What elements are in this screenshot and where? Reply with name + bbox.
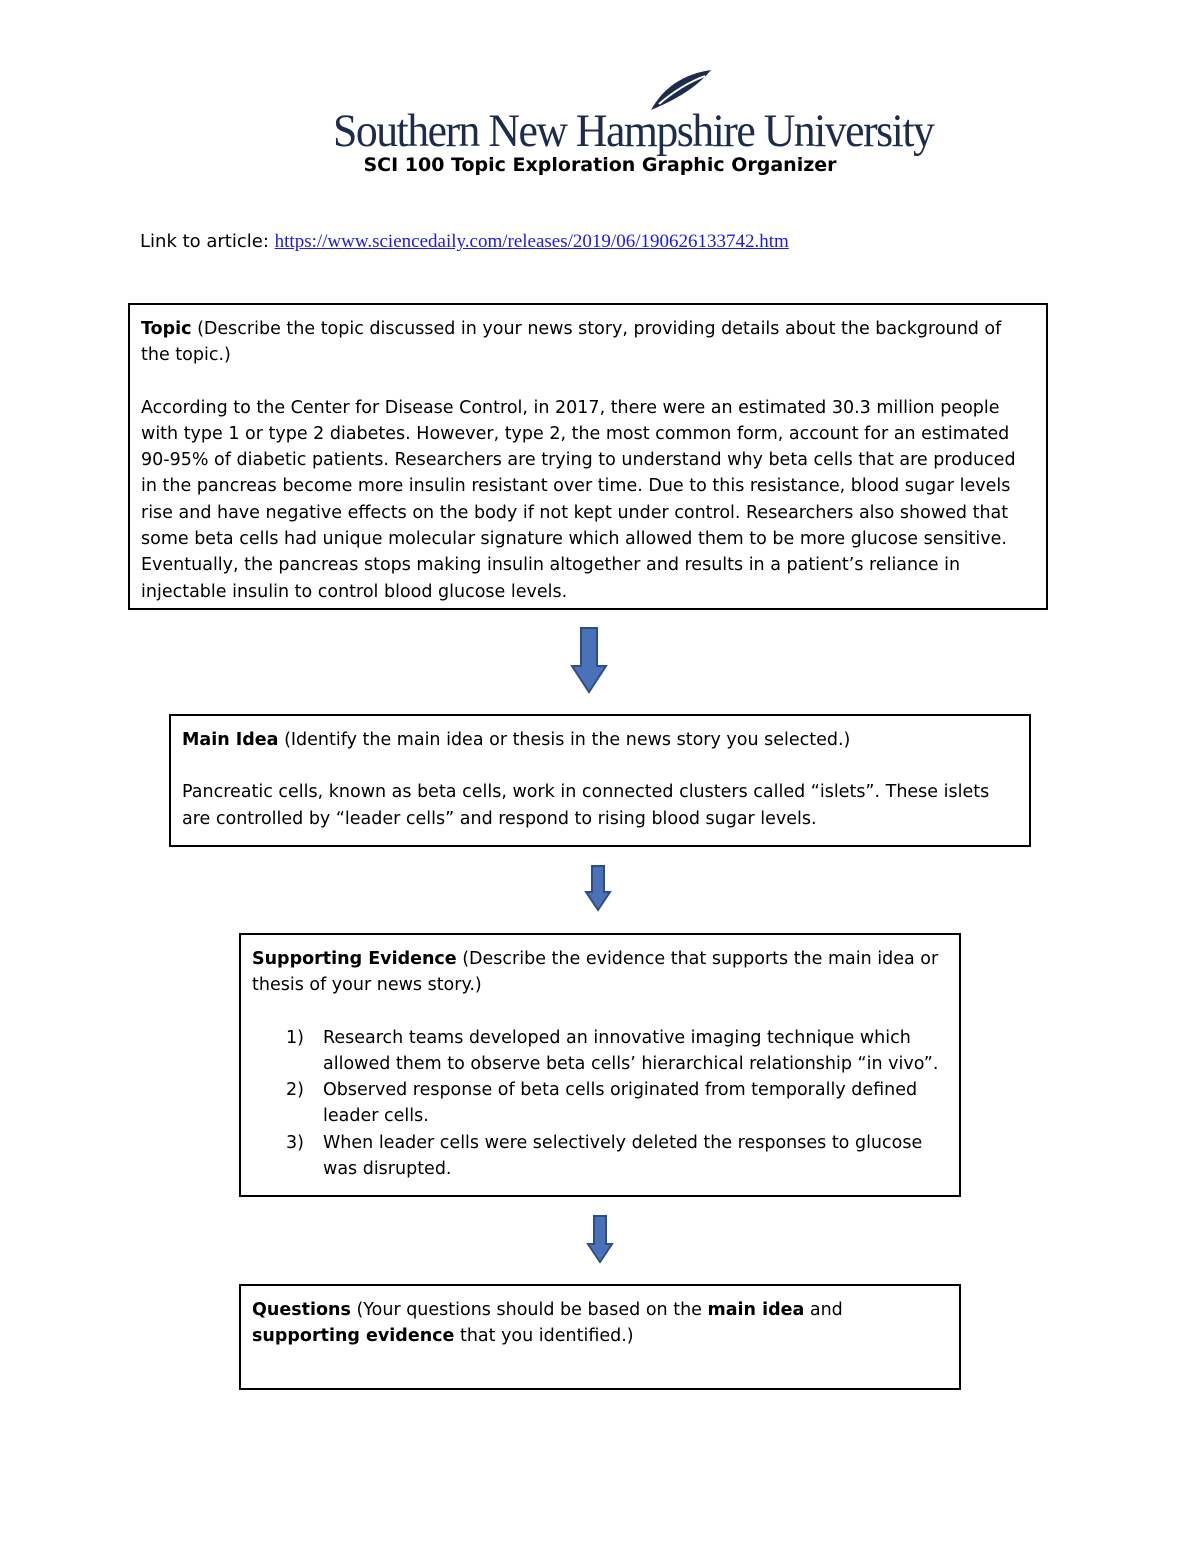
topic-heading: Topic <box>141 319 192 339</box>
topic-prompt: (Describe the topic discussed in your news story, providing details about the background of the topic.) <box>141 319 1002 366</box>
list-item-text: Research teams developed an innovative imaging technique which allowed them to observe beta cells’ hierarchical relationship “in vivo”. <box>323 1027 939 1074</box>
article-link-line <box>140 231 789 253</box>
list-item-number: 3) <box>286 1132 304 1153</box>
main-idea-prompt: (Identify the main idea or thesis in the news story you selected.) <box>278 730 851 750</box>
questions-header <box>252 1297 948 1350</box>
evidence-heading: Supporting Evidence <box>252 949 457 969</box>
questions-heading: Questions <box>252 1300 351 1320</box>
list-item <box>252 1130 948 1183</box>
questions-prompt-part: that you identified.) <box>454 1326 634 1347</box>
questions-emphasis-supporting-evidence: supporting evidence <box>252 1326 455 1347</box>
list-item <box>252 1025 948 1078</box>
down-arrow-icon <box>586 1214 614 1264</box>
evidence-list <box>252 1025 948 1183</box>
list-item-text: When leader cells were selectively deleted the responses to glucose was disrupted. <box>323 1132 923 1180</box>
document-title: SCI 100 Topic Exploration Graphic Organizer <box>363 154 837 176</box>
topic-body: According to the Center for Disease Control, in 2017, there were an estimated 30.3 million people with type 1 or type 2 diabetes. However, type 2, the most common form, account for an estimated 90-95% of diabetic patients. Researchers are trying to understand why beta cells that are produced in the pancreas become more insulin resistant over time. Due to this resistance, blood sugar levels rise and have negative effects on the body if not kept under control. Researchers also showed that some beta cells had unique molecular signature which allowed them to be more glucose sensitive. Eventually, the pancreas stops making insulin altogether and results in a patient’s reliance in injectable insulin to control blood glucose levels. <box>141 397 1016 602</box>
main-idea-box <box>169 714 1031 847</box>
list-item-text: Observed response of beta cells originated from temporally defined leader cells. <box>323 1080 918 1127</box>
topic-box <box>128 303 1048 610</box>
list-item-number: 2) <box>286 1080 304 1101</box>
evidence-header <box>252 946 948 999</box>
questions-prompt-part: and <box>804 1300 843 1320</box>
main-idea-body: Pancreatic cells, known as beta cells, work in connected clusters called “islets”. These islets are controlled by “leader cells” and respond to rising blood sugar levels. <box>182 782 990 829</box>
main-idea-header <box>182 727 1018 753</box>
down-arrow-icon <box>584 864 612 912</box>
university-logo <box>333 68 934 158</box>
list-item <box>252 1077 948 1130</box>
main-idea-heading: Main Idea <box>182 730 279 750</box>
questions-emphasis-main-idea: main idea <box>707 1300 805 1320</box>
logo-wordmark: Southern New Hampshire University <box>333 105 934 157</box>
down-arrow-icon <box>570 626 608 694</box>
link-label: Link to article: <box>140 231 269 252</box>
supporting-evidence-box <box>239 933 961 1197</box>
questions-prompt-part: (Your questions should be based on the <box>350 1300 708 1320</box>
article-link[interactable]: https://www.sciencedaily.com/releases/2019/06/190626133742.htm <box>274 231 789 252</box>
topic-header <box>141 316 1035 369</box>
questions-box <box>239 1284 961 1390</box>
list-item-number: 1) <box>286 1027 304 1048</box>
evidence-prompt: (Describe the evidence that supports the main idea or thesis of your news story.) <box>252 949 939 996</box>
